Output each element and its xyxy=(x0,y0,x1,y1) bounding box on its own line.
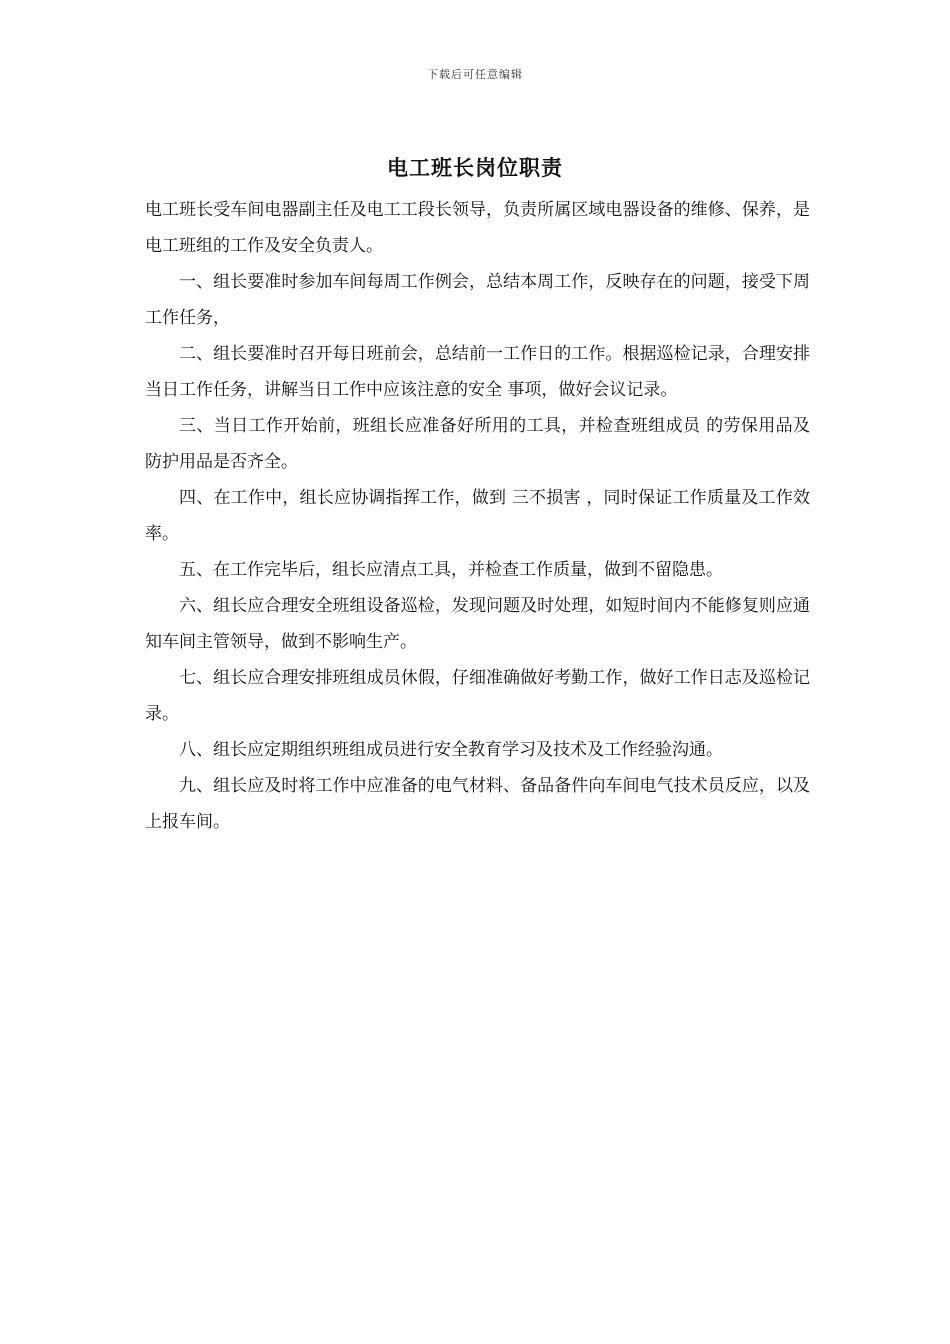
duty-item-4: 四、在工作中，组长应协调指挥工作，做到 三不损害 ，同时保证工作质量及工作效率。 xyxy=(145,488,810,544)
document-body xyxy=(145,192,810,840)
duty-item-1: 一、组长要准时参加车间每周工作例会，总结本周工作，反映存在的问题，接受下周工作任务， xyxy=(145,272,810,328)
duty-item-8: 八、组长应定期组织班组成员进行安全教育学习及技术及工作经验沟通。 xyxy=(179,740,723,760)
duty-item-7: 七、组长应合理安排班组成员休假，仔细准确做好考勤工作，做好工作日志及巡检记录。 xyxy=(145,668,810,724)
header-note: 下载后可任意编辑 xyxy=(427,68,523,81)
duty-item-9: 九、组长应及时将工作中应准备的电气材料、备品备件向车间电气技术员反应，以及上报车间。 xyxy=(145,776,810,832)
intro-paragraph: 电工班长受车间电器副主任及电工工段长领导，负责所属区域电器设备的维修、保养，是电工班组的工作及安全负责人。 xyxy=(145,200,810,256)
duty-item-3: 三、当日工作开始前，班组长应准备好所用的工具，并检查班组成员 的劳保用品及防护用品是否齐全。 xyxy=(145,416,810,472)
duty-item-6: 六、组长应合理安全班组设备巡检，发现问题及时处理，如短时间内不能修复则应通知车间主管领导，做到不影响生产。 xyxy=(145,596,810,652)
duty-item-5: 五、在工作完毕后，组长应清点工具，并检查工作质量，做到不留隐患。 xyxy=(179,560,723,580)
duty-item-2: 二、组长要准时召开每日班前会，总结前一工作日的工作。根据巡检记录，合理安排当日工作任务，讲解当日工作中应该注意的安全 事项，做好会议记录。 xyxy=(145,344,810,400)
document-title: 电工班长岗位职责 xyxy=(387,155,563,180)
